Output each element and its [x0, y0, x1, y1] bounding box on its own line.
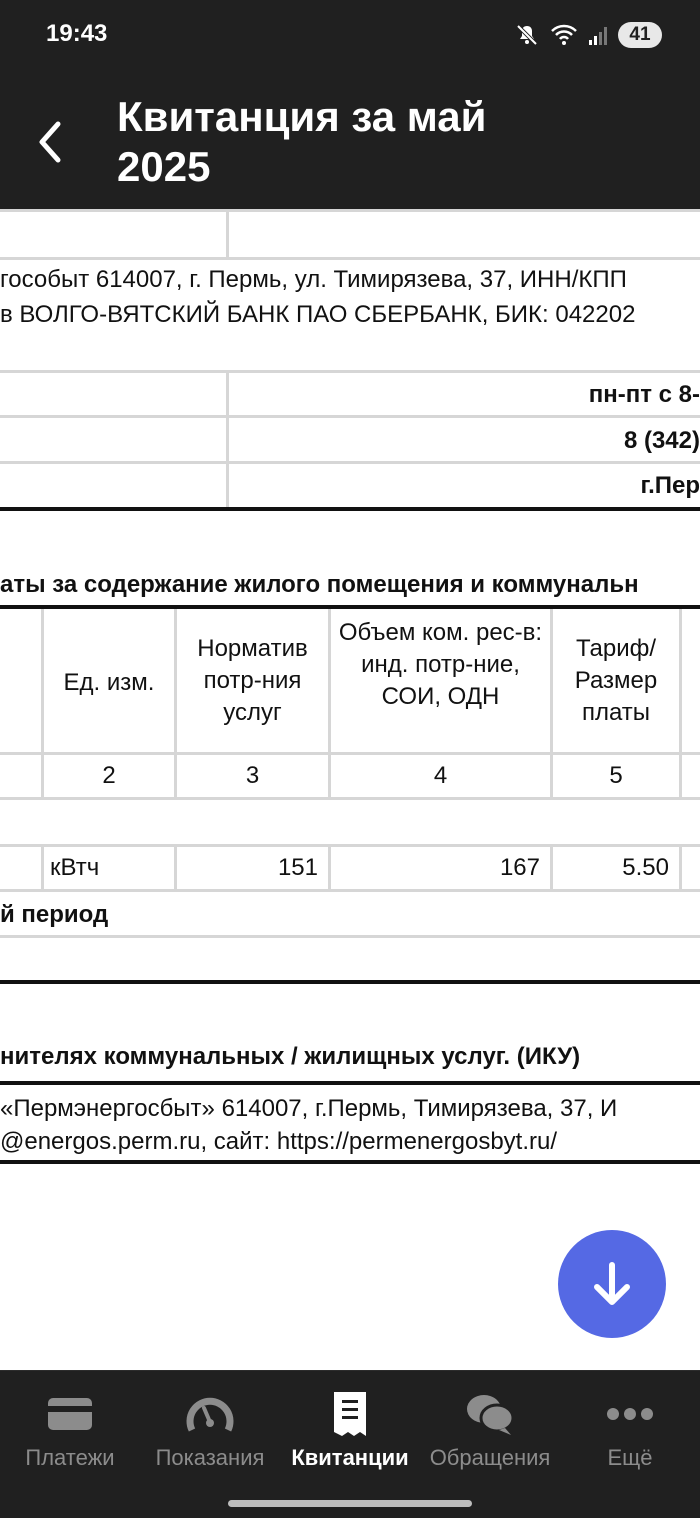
table-divider	[0, 461, 700, 464]
iku-contacts: @energos.perm.ru, сайт: https://permenergosbyt.ru/	[0, 1128, 558, 1155]
page-title: Квитанция за май 2025	[117, 93, 487, 190]
back-button[interactable]	[30, 118, 70, 166]
status-time: 19:43	[46, 20, 108, 47]
status-icons	[514, 22, 662, 48]
col-header-volume: Объем ком. рес-в: инд. потр-ние, СОИ, ОДН	[338, 619, 543, 710]
table-divider	[0, 752, 700, 755]
table-divider	[0, 797, 700, 800]
section-divider	[0, 980, 700, 984]
section-divider	[0, 1160, 700, 1164]
nav-label: Платежи	[25, 1445, 115, 1470]
download-button[interactable]	[558, 1230, 666, 1338]
wifi-icon	[550, 23, 578, 47]
home-indicator[interactable]	[228, 1500, 472, 1507]
table-divider	[0, 844, 700, 847]
nav-item-readings[interactable]	[140, 1389, 280, 1471]
signal-icon	[588, 24, 608, 46]
col-number: 3	[245, 762, 260, 789]
col-number: 4	[433, 762, 448, 789]
mute-icon	[514, 22, 540, 48]
col-header-norm: Норматив потр-ния услуг	[197, 635, 308, 726]
nav-item-requests[interactable]	[420, 1389, 560, 1471]
table-divider	[0, 257, 700, 260]
col-header-tariff: Тариф/ Размер платы	[574, 635, 658, 726]
nav-label: Квитанции	[291, 1445, 409, 1470]
table-divider	[679, 844, 682, 890]
phone-number: 8 (342)	[623, 427, 700, 454]
gauge-icon	[186, 1392, 234, 1436]
cell-unit: кВтч	[50, 854, 100, 881]
city-address: г.Пер	[640, 472, 700, 499]
table-divider	[0, 415, 700, 418]
card-icon	[47, 1397, 93, 1431]
status-bar	[0, 0, 700, 72]
col-number: 5	[609, 762, 623, 789]
chevron-left-icon	[30, 118, 70, 166]
table-divider	[0, 370, 700, 373]
section-divider	[0, 1081, 700, 1085]
app-header	[0, 72, 700, 209]
table-divider	[41, 844, 44, 890]
table-divider	[0, 209, 700, 212]
office-hours: пн-пт с 8-	[588, 381, 700, 408]
period-label: й период	[0, 901, 109, 928]
section-divider	[0, 507, 700, 511]
table-divider	[0, 935, 700, 938]
iku-address: «Пермэнергосбыт» 614007, г.Пермь, Тимирязева, 37, И	[0, 1095, 618, 1122]
cell-norm: 151	[277, 854, 318, 881]
payee-address: гособыт 614007, г. Пермь, ул. Тимирязева, 37, ИНН/КПП	[0, 266, 627, 293]
nav-item-more[interactable]	[570, 1389, 690, 1471]
col-header-unit: Ед. изм.	[63, 669, 155, 696]
payee-bank: в ВОЛГО-ВЯТСКИЙ БАНК ПАО СБЕРБАНК, БИК: 042202	[0, 301, 636, 328]
section-title-charges: аты за содержание жилого помещения и коммунальн	[0, 571, 639, 598]
nav-label: Ещё	[607, 1445, 653, 1470]
battery-indicator: 41	[618, 22, 662, 48]
more-icon	[606, 1407, 654, 1421]
bottom-nav	[0, 1370, 700, 1518]
cell-tariff: 5.50	[622, 854, 669, 881]
nav-label: Обращения	[429, 1445, 551, 1470]
section-title-iku: нителях коммунальных / жилищных услуг. (ИКУ)	[0, 1043, 581, 1070]
table-divider	[0, 889, 700, 892]
receipt-icon	[330, 1390, 370, 1438]
nav-item-receipts[interactable]	[282, 1389, 418, 1471]
download-arrow-icon	[585, 1257, 639, 1311]
chat-icon	[465, 1392, 515, 1436]
table-divider	[679, 609, 682, 799]
nav-label: Показания	[155, 1445, 265, 1470]
receipt-document[interactable]	[0, 209, 700, 1369]
col-number: 2	[102, 762, 116, 789]
nav-item-payments[interactable]	[10, 1389, 130, 1471]
cell-volume: 167	[499, 854, 540, 881]
table-divider	[226, 370, 229, 510]
table-divider	[226, 209, 229, 259]
section-divider	[0, 605, 700, 609]
